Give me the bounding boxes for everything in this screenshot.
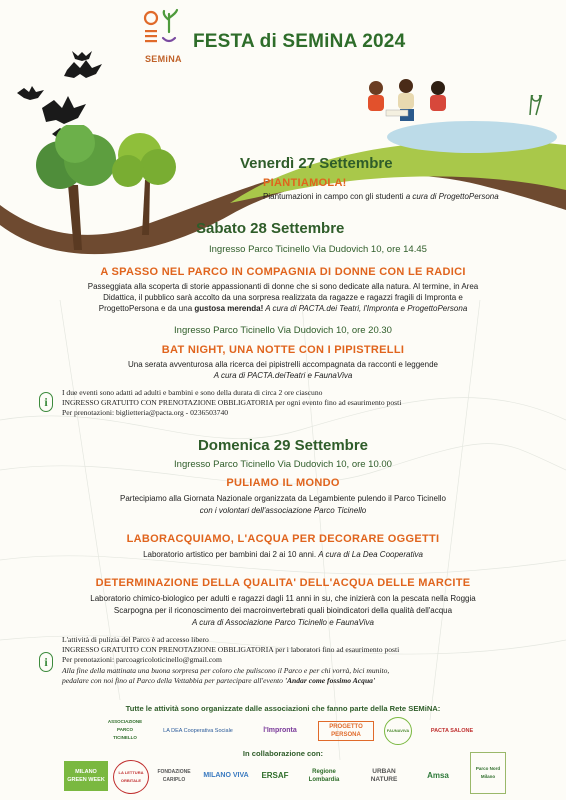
saturday-note: [62, 388, 401, 419]
organizers-caption: Tutte le attività sono organizzate dalle associazioni che fanno parte della Rete SEMiNA:: [125, 704, 441, 713]
partner-logo: Parco Nord Milano: [470, 752, 506, 794]
friday-event-title: PIANTIAMOLA!: [263, 177, 347, 189]
sunday-note-line2: INGRESSO GRATUITO CON PRENOTAZIONE OBBLIGATORIA per i laboratori fino ad esaurimento posti: [62, 645, 400, 655]
partner-logo: PACTA SALONE: [430, 728, 474, 734]
trees-illustration: [30, 125, 190, 255]
partner-logo: l'Impronta: [263, 727, 297, 734]
sunday-note-line1: L'attività di pulizia del Parco è ad accesso libero: [62, 635, 209, 644]
sunday-event1-title: PULIAMO IL MONDO: [226, 477, 340, 489]
saturday-event2-line2: A cura di PACTA.deiTeatri e FaunaViva: [213, 371, 353, 380]
saturday-event1-line2: Didattica, il pubblico sarà accolto da una sorpresa realizzata da ragazze e ragazzi fragili di Impronta e: [103, 293, 463, 302]
saturday-location-1: Ingresso Parco Ticinello Via Dudovich 10, ore 14.45: [209, 244, 427, 255]
sunday-note-line4: Alla fine della mattinata una buona sorpresa per coloro che puliscono il Parco e per chi vorrà, bici munito,: [62, 665, 390, 675]
sunday-event2-line1: [0, 549, 566, 560]
partner-logo: URBAN NATURE: [370, 768, 398, 783]
partner-logo: Regione Lombardia: [308, 769, 340, 783]
sunday-event3-line1: Laboratorio chimico-biologico per adulti e ragazzi dagli 11 anni in su, che inizierà con la pescata nella Roggia: [90, 594, 476, 603]
partner-logo: PROGETTO PERSONA: [318, 721, 374, 741]
friday-heading: Venerdì 27 Settembre: [240, 155, 393, 172]
sunday-note: [62, 635, 399, 686]
saturday-heading: Sabato 28 Settembre: [196, 220, 345, 237]
partner-logo: LA LETTURA ORBITALE: [113, 760, 149, 794]
friday-desc-text: Piantumazioni in campo con gli studenti: [263, 192, 406, 201]
saturday-location-2: Ingresso Parco Ticinello Via Dudovich 10, ore 20.30: [174, 325, 392, 336]
partner-logo: LA DEA Cooperativa Sociale: [163, 728, 233, 734]
saturday-event2-line1: Una serata avventurosa alla ricerca dei pipistrelli accompagnata da racconti e leggende: [128, 360, 438, 369]
saturday-event1-title: A SPASSO NEL PARCO IN COMPAGNIA DI DONNE CON LE RADICI: [100, 266, 466, 278]
sunday-event2-text: Laboratorio artistico per bambini dai 2 ai 10 anni.: [143, 550, 319, 559]
info-icon: i: [39, 652, 53, 672]
partner-logo: Amsa: [427, 771, 449, 780]
partner-logo: FONDAZIONE CARIPLO: [157, 769, 191, 783]
sunday-note-line5-bold: 'Andar come fossimo Acqua': [284, 675, 376, 685]
logo-wordmark: SEMiNA: [145, 54, 182, 64]
sunday-event3-line2: Scarpogna per il riconoscimento dei macroinvertebrati quali bioindicatori della qualità dell'acqua: [113, 606, 453, 615]
sunday-event3-line3: A cura di Associazione Parco Ticinello e FaunaViva: [192, 618, 374, 627]
partner-logo: ERSAF: [261, 771, 289, 780]
sunday-event2-credit: A cura di La Dea Cooperativa: [318, 550, 423, 559]
info-icon: i: [39, 392, 53, 412]
saturday-event1-line3: [0, 303, 566, 314]
partner-logo: FAUNAVIVA: [384, 717, 412, 745]
sunday-location: Ingresso Parco Ticinello Via Dudovich 10, ore 10.00: [174, 459, 392, 470]
sunday-heading: Domenica 29 Settembre: [197, 437, 369, 454]
saturday-event1-bold: gustosa merenda!: [194, 304, 264, 313]
partner-logo: ASSOCIAZIONE PARCO TICINELLO: [107, 719, 143, 740]
saturday-note-line3: Per prenotazioni: biglietteria@pacta.org - 0236503740: [62, 408, 229, 418]
saturday-event1-line1: Passeggiata alla scoperta di storie appassionanti di donne che si sono dedicate alla natura. Al termine, in Area: [87, 282, 479, 291]
saturday-event1-credit: A cura di PACTA.dei Teatri, l'Impronta e ProgettoPersona: [263, 304, 468, 313]
semina-logo-icon: [142, 8, 188, 54]
friday-event-desc: [263, 191, 499, 202]
children-illustration: [356, 74, 466, 130]
sunday-event1-line2: con i volontari dell'associazione Parco Ticinello: [199, 506, 367, 515]
page-title: FESTA di SEMiNA 2024: [193, 31, 406, 52]
sunday-note-line5: [62, 676, 399, 686]
partner-logo: MILANO VIVA: [203, 772, 249, 779]
sunday-note-line3: Per prenotazioni: parcoagricoloticinello@gmail.com: [62, 655, 222, 665]
saturday-note-line2: INGRESSO GRATUITO CON PRENOTAZIONE OBBLIGATORIA per ogni evento fino ad esaurimento posti: [62, 398, 402, 408]
collab-caption: In collaborazione con:: [242, 749, 324, 758]
sunday-event3-title: DETERMINAZIONE DELLA QUALITA' DELL'ACQUA DELLE MARCITE: [95, 577, 471, 589]
sunday-event1-line1: Partecipiamo alla Giornata Nazionale organizzata da Legambiente pulendo il Parco Ticinello: [120, 494, 446, 503]
saturday-note-line1: I due eventi sono adatti ad adulti e bambini e sono della durata di circa 2 ore ciascuno: [62, 388, 323, 397]
saturday-event1-text: ProgettoPersona e da una: [98, 304, 195, 313]
sunday-note-line5-text: pedalare con noi fino al Parco della Vettabbia per partecipare all'evento: [62, 675, 285, 685]
sunday-event2-title: LABORACQUIAMO, L'ACQUA PER DECORARE OGGETTI: [126, 533, 440, 545]
friday-desc-credit: a cura di ProgettoPersona: [405, 192, 499, 201]
saturday-event2-title: BAT NIGHT, UNA NOTTE CON I PIPISTRELLI: [161, 344, 405, 356]
partner-logo: MILANO GREEN WEEK: [64, 761, 108, 791]
